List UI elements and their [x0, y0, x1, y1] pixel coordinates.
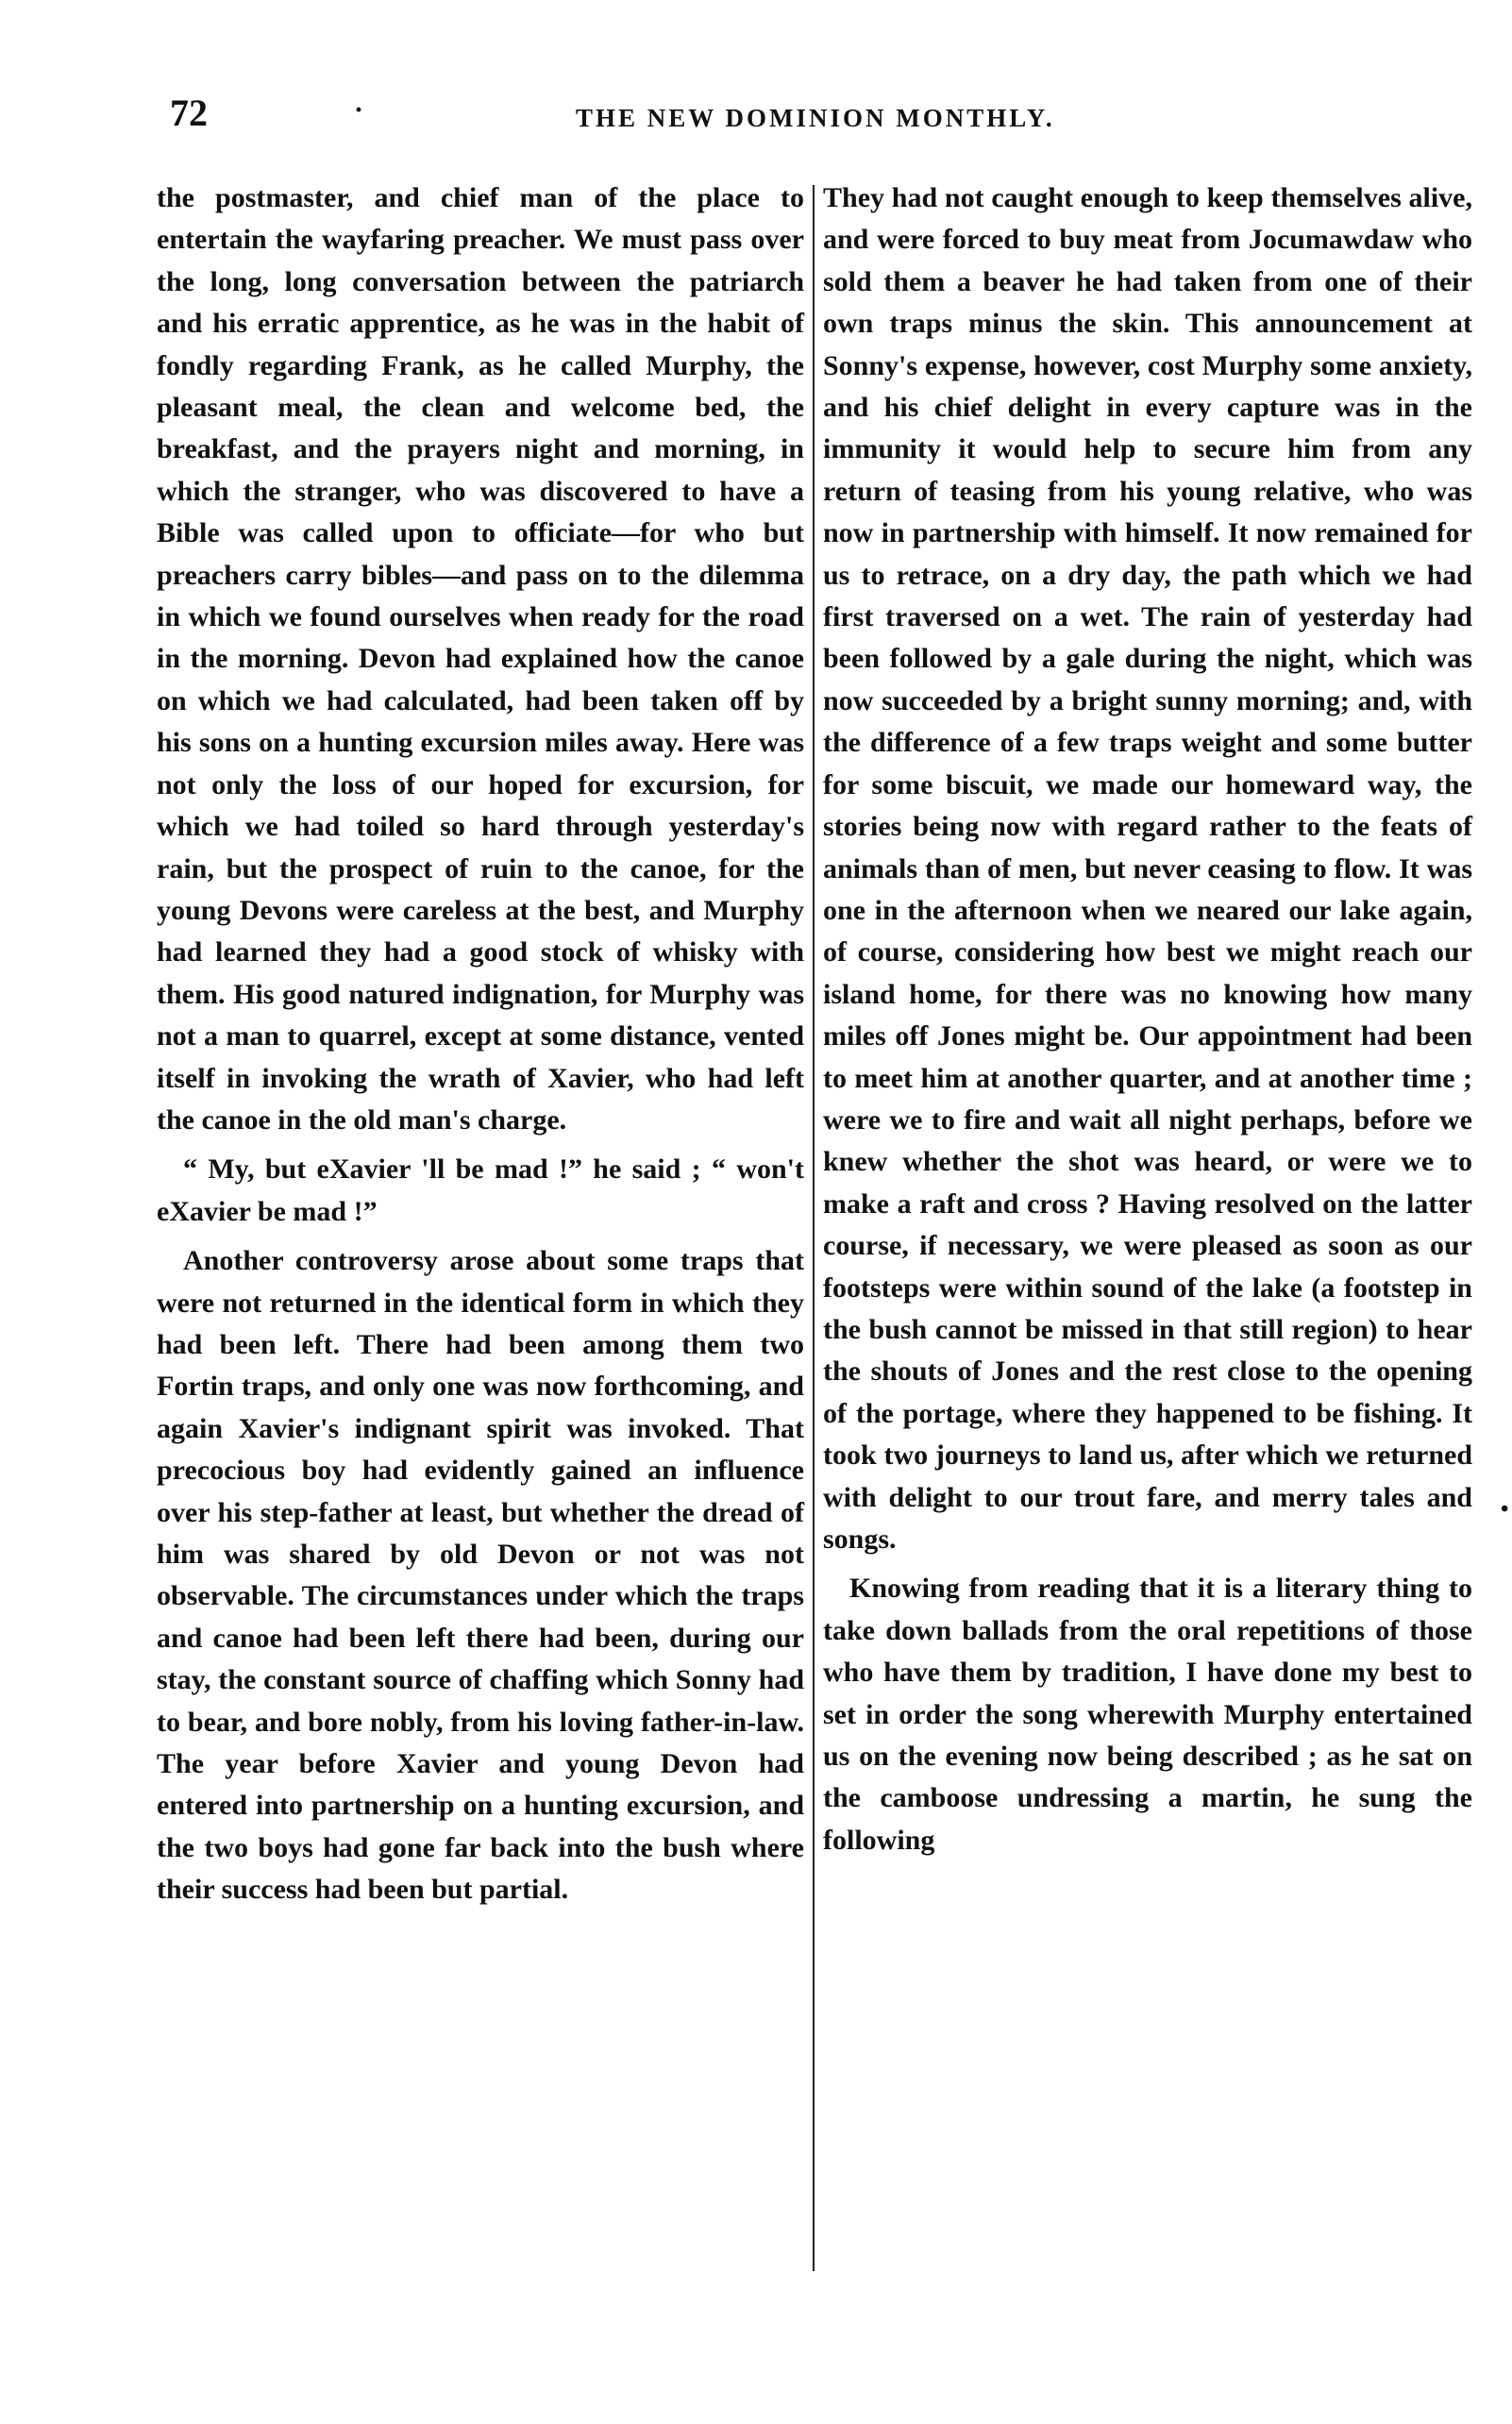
page-header — [170, 91, 1510, 147]
right-paragraph-1: They had not caught enough to keep themselves alive, and were forced to buy meat from Jocumawdaw who sold them a beaver he had taken from one of their own traps minus the skin. This announcement at Sonny's expense, however, cost Murphy some anxiety, and his chief delight in every capture was in the immunity it would help to secure him from any return of teasing from his young relative, who was now in partnership with himself. It now remained for us to retrace, on a dry day, the path which we had first traversed on a wet. The rain of yesterday had been followed by a gale during the night, which was now succeeded by a bright sunny morning; and, with the difference of a few traps weight and some butter for some biscuit, we made our homeward way, the stories being now with regard rather to the feats of animals than of men, but never ceasing to flow. It was one in the afternoon when we neared our lake again, of course, considering how best we might reach our island home, for there was no knowing how many miles off Jones might be. Our appointment had been to meet him at another quarter, and at another time ; were we to fire and wait all night perhaps, before we knew whether the shot was heard, or were we to make a raft and cross ? Having resolved on the latter course, if necessary, we were pleased as soon as our footsteps were within sound of the lake (a footstep in the bush cannot be missed in that still region) to hear the shouts of Jones and the rest close to the opening of the portage, where they happened to be fishing. It took two journeys to land us, after which we returned with delight to our trout fare, and merry tales and songs. — [823, 182, 1472, 1555]
left-column — [157, 177, 804, 1911]
page-number: 72 — [170, 92, 208, 134]
right-column — [823, 177, 1472, 1861]
right-paragraph-2: Knowing from reading that it is a literary thing to take down ballads from the oral repetitions of those who have them by tradition, I have done my best to set in order the song wherewith Murphy entertained us on the evening now being described ; as he sat on the camboose undressing a martin, he sung the following — [823, 1573, 1472, 1856]
header-separator: · — [354, 94, 364, 126]
left-paragraph-2: “ My, but eXavier 'll be mad !” he said ; “ won't eXavier be mad !” — [157, 1153, 804, 1227]
stray-ink-mark: • — [1501, 1497, 1509, 1522]
left-paragraph-3: Another controversy arose about some traps that were not returned in the identical form in which they had been left. There had been among them two Fortin traps, and only one was now forthcoming, and again Xavier's indignant spirit was invoked. That precocious boy had evidently gained an influence over his step-father at least, but whether the dread of him was shared by old Devon or not was not observable. The circumstances under which the traps and canoe had been left there had been, during our stay, the constant source of chaffing which Sonny had to bear, and bore nobly, from his loving father-in-law. The year before Xavier and young Devon had entered into partnership on a hunting excursion, and the two boys had gone far back into the bush where their success had been but partial. — [157, 1245, 804, 1906]
left-paragraph-1: the postmaster, and chief man of the place to entertain the wayfaring preacher. We must pass over the long, long conversation between the patriarch and his erratic apprentice, as he was in the habit of fondly regarding Frank, as he called Murphy, the pleasant meal, the clean and welcome bed, the breakfast, and the prayers night and morning, in which the stranger, who was discovered to have a Bible was called upon to officiate—for who but preachers carry bibles—and pass on to the dilemma in which we found ourselves when ready for the road in the morning. Devon had explained how the canoe on which we had calculated, had been taken off by his sons on a hunting excursion miles away. Here was not only the loss of our hoped for excursion, for which we had toiled so hard through yesterday's rain, but the prospect of ruin to the canoe, for the young Devons were careless at the best, and Murphy had learned they had a good stock of whisky with them. His good natured indignation, for Murphy was not a man to quarrel, except at some distance, vented itself in invoking the wrath of Xavier, who had left the canoe in the old man's charge. — [157, 182, 804, 1136]
column-divider — [813, 185, 815, 2271]
running-title: THE NEW DOMINION MONTHLY. — [576, 104, 1055, 132]
